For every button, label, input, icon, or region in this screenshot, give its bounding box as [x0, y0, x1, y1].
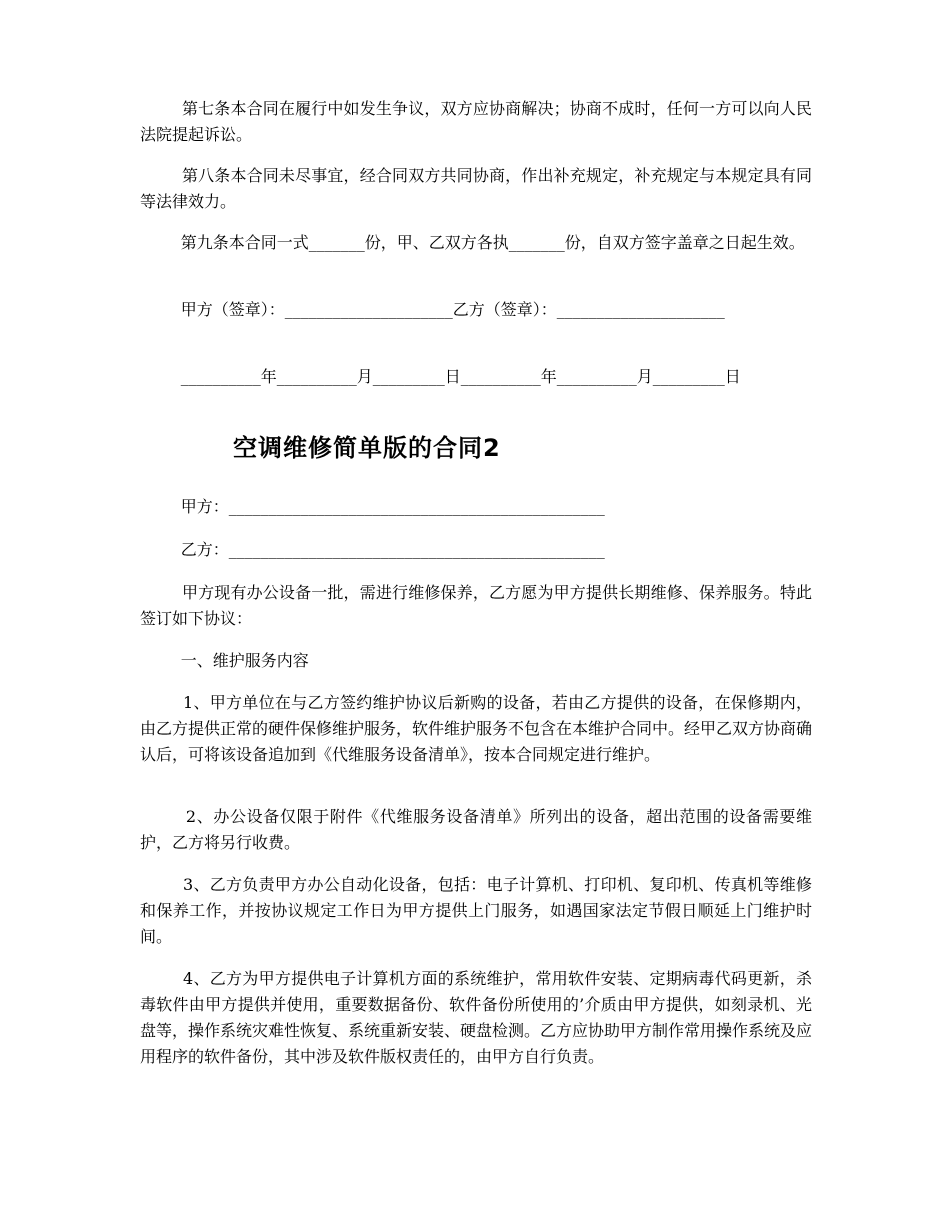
- party-a-line: 甲方：_______________________________________________: [140, 497, 605, 516]
- signature-line: 甲方（签章）：_____________________乙方（签章）：_____________________: [140, 300, 725, 319]
- article-8-paragraph: 第八条本合同未尽事宜，经合同双方共同协商，作出补充规定，补充规定与本规定具有同等法律效力。: [140, 166, 812, 211]
- article-7-paragraph: 第七条本合同在履行中如发生争议，双方应协商解决；协商不成时，任何一方可以向人民法院提起诉讼。: [140, 99, 812, 144]
- clause-3-paragraph: 3、乙方负责甲方办公自动化设备，包括：电子计算机、打印机、复印机、传真机等维修和保养工作，并按协议规定工作日为甲方提供上门服务，如遇国家法定节假日顺延上门维护时间。: [140, 875, 813, 946]
- date-line: __________年__________月_________日__________年__________月_________日: [140, 367, 741, 386]
- section-heading: 一、维护服务内容: [140, 651, 309, 670]
- clause-4-paragraph: 4、乙方为甲方提供电子计算机方面的系统维护，常用软件安装、定期病毒代码更新，杀毒软件由甲方提供并使用，重要数据备份、软件备份所使用的’介质由甲方提供，如刻录机、光盘等，操作系统灾难性恢复、系统重新安装、硬盘检测。乙方应协助甲方制作常用操作系统及应用程序的软件备份，其中涉及软件版权责任的，由甲方自行负责。: [140, 969, 813, 1066]
- article-9-paragraph: 第九条本合同一式_______份，甲、乙双方各执_______份，自双方签字盖章之日起生效。: [140, 233, 805, 252]
- preamble-paragraph: 甲方现有办公设备一批，需进行维修保养，乙方愿为甲方提供长期维修、保养服务。特此签订如下协议：: [140, 583, 812, 628]
- contract-title: 空调维修简单版的合同2: [233, 434, 501, 462]
- party-b-line: 乙方：_______________________________________________: [140, 540, 605, 559]
- clause-1-paragraph: 1、甲方单位在与乙方签约维护协议后新购的设备，若由乙方提供的设备，在保修期内，由乙方提供正常的硬件保修维护服务，软件维护服务不包含在本维护合同中。经甲乙双方协商确认后，可将该设备追加到《代维服务设备清单》，按本合同规定进行维护。: [140, 693, 813, 764]
- clause-2-paragraph: 2、办公设备仅限于附件《代维服务设备清单》所列出的设备，超出范围的设备需要维护，乙方将另行收费。: [140, 807, 813, 852]
